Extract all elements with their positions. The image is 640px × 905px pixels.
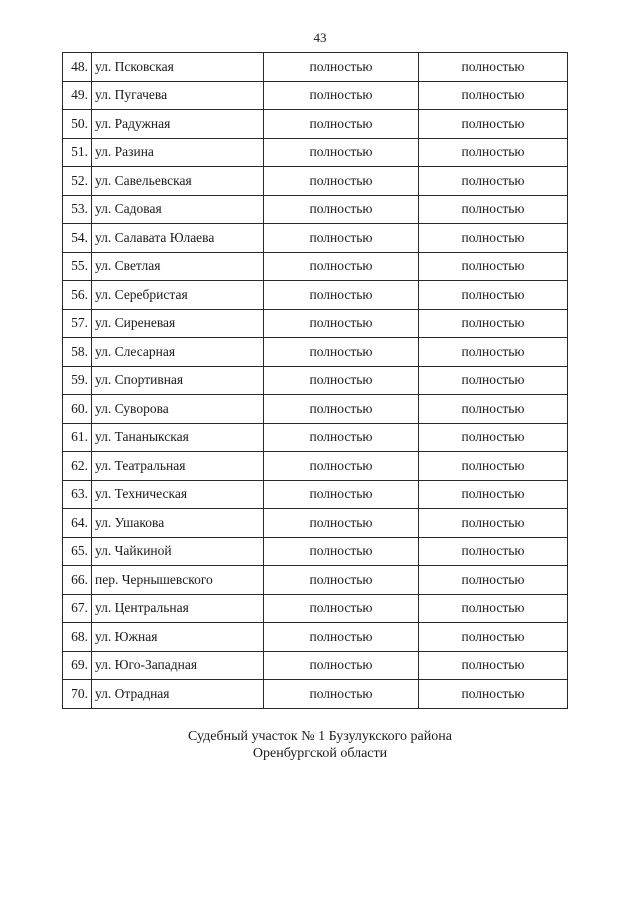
street-name-cell: ул. Слесарная xyxy=(92,338,264,367)
coverage-cell-a: полностью xyxy=(264,509,419,538)
coverage-cell-a: полностью xyxy=(264,566,419,595)
row-number-cell: 69. xyxy=(63,651,92,680)
coverage-cell-b: полностью xyxy=(419,167,568,196)
table-row xyxy=(63,594,568,623)
coverage-cell-b: полностью xyxy=(419,110,568,139)
table-body xyxy=(63,53,568,709)
street-name-cell: ул. Тананыкская xyxy=(92,423,264,452)
table-row xyxy=(63,338,568,367)
row-number-cell: 53. xyxy=(63,195,92,224)
row-number-cell: 51. xyxy=(63,138,92,167)
street-name-cell: ул. Разина xyxy=(92,138,264,167)
street-name-cell: ул. Спортивная xyxy=(92,366,264,395)
table-row xyxy=(63,509,568,538)
coverage-cell-b: полностью xyxy=(419,53,568,82)
table-row xyxy=(63,366,568,395)
coverage-cell-b: полностью xyxy=(419,81,568,110)
row-number-cell: 54. xyxy=(63,224,92,253)
coverage-cell-b: полностью xyxy=(419,651,568,680)
table-row xyxy=(63,195,568,224)
coverage-cell-a: полностью xyxy=(264,680,419,709)
table-row xyxy=(63,252,568,281)
coverage-cell-b: полностью xyxy=(419,480,568,509)
row-number-cell: 63. xyxy=(63,480,92,509)
coverage-cell-a: полностью xyxy=(264,651,419,680)
coverage-cell-b: полностью xyxy=(419,224,568,253)
row-number-cell: 57. xyxy=(63,309,92,338)
table-row xyxy=(63,537,568,566)
coverage-cell-b: полностью xyxy=(419,395,568,424)
coverage-cell-a: полностью xyxy=(264,309,419,338)
street-name-cell: ул. Ушакова xyxy=(92,509,264,538)
street-name-cell: ул. Савельевская xyxy=(92,167,264,196)
table-row xyxy=(63,452,568,481)
coverage-cell-b: полностью xyxy=(419,452,568,481)
court-district-caption xyxy=(0,728,640,762)
coverage-cell-a: полностью xyxy=(264,480,419,509)
row-number-cell: 56. xyxy=(63,281,92,310)
coverage-cell-a: полностью xyxy=(264,110,419,139)
table-row xyxy=(63,138,568,167)
street-name-cell: ул. Отрадная xyxy=(92,680,264,709)
coverage-cell-a: полностью xyxy=(264,594,419,623)
coverage-cell-b: полностью xyxy=(419,195,568,224)
row-number-cell: 48. xyxy=(63,53,92,82)
table-row xyxy=(63,395,568,424)
row-number-cell: 50. xyxy=(63,110,92,139)
coverage-cell-b: полностью xyxy=(419,252,568,281)
coverage-cell-a: полностью xyxy=(264,224,419,253)
coverage-cell-b: полностью xyxy=(419,566,568,595)
table-row xyxy=(63,81,568,110)
coverage-cell-a: полностью xyxy=(264,366,419,395)
table-row xyxy=(63,53,568,82)
coverage-cell-b: полностью xyxy=(419,309,568,338)
street-name-cell: ул. Садовая xyxy=(92,195,264,224)
row-number-cell: 52. xyxy=(63,167,92,196)
table-row xyxy=(63,480,568,509)
row-number-cell: 59. xyxy=(63,366,92,395)
coverage-cell-b: полностью xyxy=(419,623,568,652)
row-number-cell: 61. xyxy=(63,423,92,452)
coverage-cell-a: полностью xyxy=(264,252,419,281)
row-number-cell: 55. xyxy=(63,252,92,281)
table-row xyxy=(63,566,568,595)
row-number-cell: 58. xyxy=(63,338,92,367)
coverage-cell-a: полностью xyxy=(264,167,419,196)
table-row xyxy=(63,281,568,310)
street-name-cell: ул. Пугачева xyxy=(92,81,264,110)
table-row xyxy=(63,423,568,452)
table-row xyxy=(63,623,568,652)
coverage-cell-b: полностью xyxy=(419,138,568,167)
street-name-cell: пер. Чернышевского xyxy=(92,566,264,595)
street-name-cell: ул. Суворова xyxy=(92,395,264,424)
table-row xyxy=(63,224,568,253)
street-name-cell: ул. Юго-Западная xyxy=(92,651,264,680)
streets-table xyxy=(62,52,568,709)
coverage-cell-a: полностью xyxy=(264,423,419,452)
street-name-cell: ул. Техническая xyxy=(92,480,264,509)
coverage-cell-b: полностью xyxy=(419,537,568,566)
coverage-cell-a: полностью xyxy=(264,195,419,224)
coverage-cell-a: полностью xyxy=(264,452,419,481)
court-district-line-2: Оренбургской области xyxy=(252,746,388,761)
street-name-cell: ул. Центральная xyxy=(92,594,264,623)
street-name-cell: ул. Чайкиной xyxy=(92,537,264,566)
coverage-cell-a: полностью xyxy=(264,81,419,110)
coverage-cell-b: полностью xyxy=(419,423,568,452)
coverage-cell-b: полностью xyxy=(419,509,568,538)
row-number-cell: 60. xyxy=(63,395,92,424)
table-row xyxy=(63,309,568,338)
table-row xyxy=(63,110,568,139)
row-number-cell: 65. xyxy=(63,537,92,566)
row-number-cell: 70. xyxy=(63,680,92,709)
coverage-cell-b: полностью xyxy=(419,281,568,310)
street-name-cell: ул. Радужная xyxy=(92,110,264,139)
coverage-cell-a: полностью xyxy=(264,138,419,167)
row-number-cell: 64. xyxy=(63,509,92,538)
street-name-cell: ул. Южная xyxy=(92,623,264,652)
coverage-cell-b: полностью xyxy=(419,366,568,395)
court-district-line-1: Судебный участок № 1 Бузулукского района xyxy=(188,729,452,744)
street-name-cell: ул. Салавата Юлаева xyxy=(92,224,264,253)
street-name-cell: ул. Серебристая xyxy=(92,281,264,310)
table-row xyxy=(63,167,568,196)
street-name-cell: ул. Светлая xyxy=(92,252,264,281)
row-number-cell: 67. xyxy=(63,594,92,623)
coverage-cell-a: полностью xyxy=(264,281,419,310)
street-name-cell: ул. Театральная xyxy=(92,452,264,481)
street-name-cell: ул. Псковская xyxy=(92,53,264,82)
row-number-cell: 62. xyxy=(63,452,92,481)
row-number-cell: 66. xyxy=(63,566,92,595)
row-number-cell: 68. xyxy=(63,623,92,652)
coverage-cell-b: полностью xyxy=(419,338,568,367)
table-row xyxy=(63,680,568,709)
row-number-cell: 49. xyxy=(63,81,92,110)
coverage-cell-b: полностью xyxy=(419,594,568,623)
coverage-cell-b: полностью xyxy=(419,680,568,709)
table-row xyxy=(63,651,568,680)
coverage-cell-a: полностью xyxy=(264,338,419,367)
street-name-cell: ул. Сиреневая xyxy=(92,309,264,338)
page-number: 43 xyxy=(313,30,327,45)
coverage-cell-a: полностью xyxy=(264,537,419,566)
coverage-cell-a: полностью xyxy=(264,623,419,652)
coverage-cell-a: полностью xyxy=(264,395,419,424)
coverage-cell-a: полностью xyxy=(264,53,419,82)
